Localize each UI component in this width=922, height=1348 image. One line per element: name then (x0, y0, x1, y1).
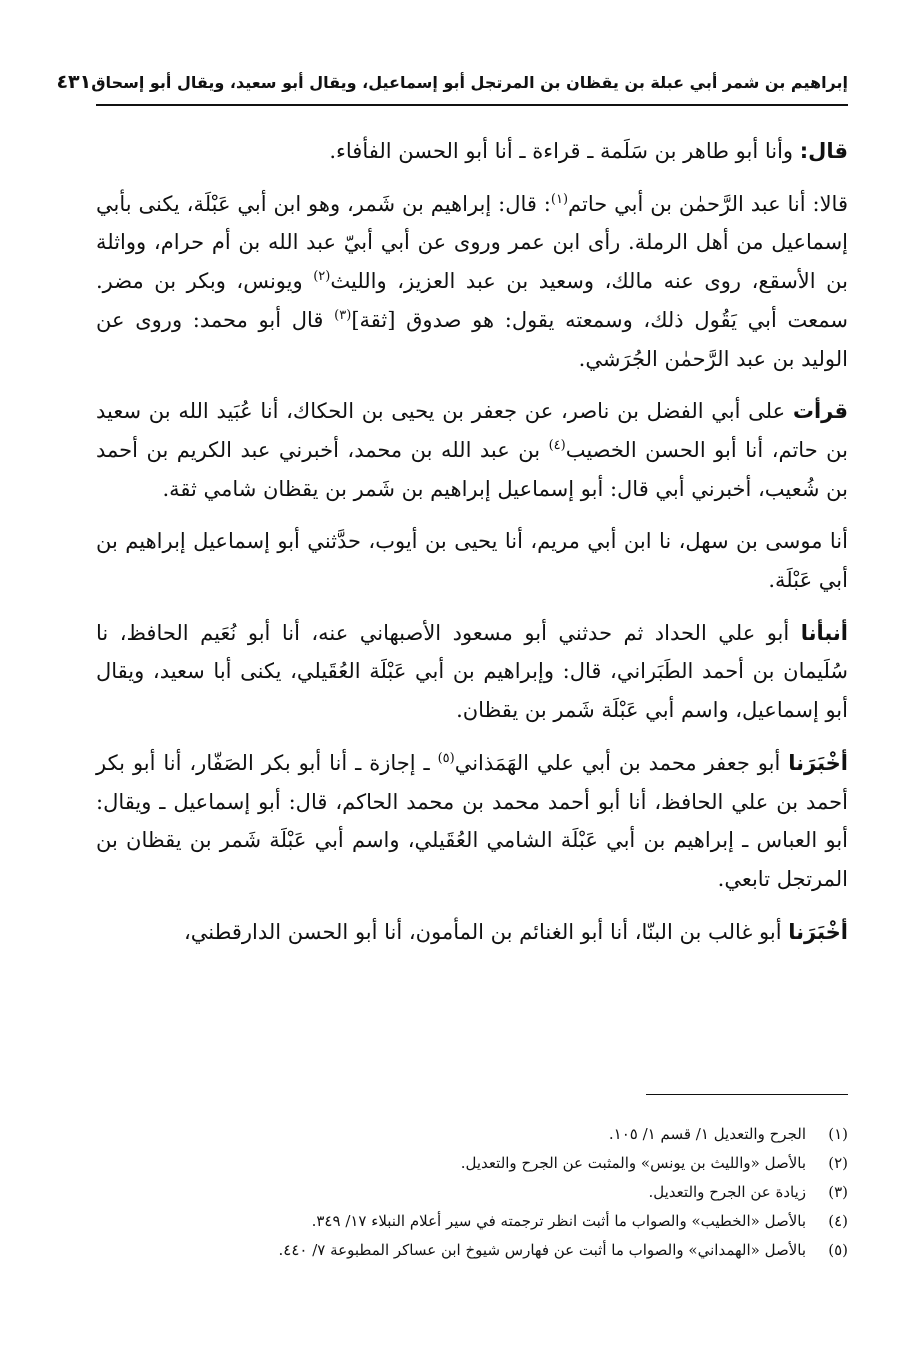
footnote-number: (٤) (828, 1212, 848, 1230)
paragraph-3 (96, 392, 848, 508)
paragraph-text: قال أبو محمد: وروى عن الوليد بن عبد الرَّحمٰن الجُرَشي. (96, 307, 848, 371)
footnote-number: (٢) (828, 1154, 848, 1172)
footnote-item (96, 1236, 848, 1265)
paragraph-1 (96, 132, 848, 171)
paragraph-lead: قرأت (792, 399, 848, 424)
footnote-text: بالأصل «الخطيب» والصواب ما أثبت انظر ترجمته في سير أعلام النبلاء ١٧/ ٣٤٩. (311, 1212, 806, 1230)
paragraph-text: ويونس، وبكر بن مضر. سمعت أبي يَقُول ذلك، وسمعته يقول: هو صدوق [ثقة] (96, 269, 848, 332)
footnote-text: بالأصل «الهمداني» والصواب ما أثبت عن فهارس شيوخ ابن عساكر المطبوعة ٧/ ٤٤٠. (278, 1241, 806, 1259)
paragraph-lead: قال: (799, 139, 848, 163)
header-rule (96, 104, 848, 106)
footnote-ref: (٣) (334, 307, 352, 323)
footnote-ref: (٥) (437, 750, 455, 766)
footnote-text: زيادة عن الجرح والتعديل. (648, 1183, 806, 1201)
paragraph-text: أبو غالب بن البنّا، أنا أبو الغنائم بن المأمون، أنا أبو الحسن الدارقطني، (183, 919, 789, 944)
page-number: ٤٣١ (56, 71, 92, 93)
paragraph-lead: أخْبَرَنا (788, 750, 848, 775)
paragraph-text: وأنا أبو طاهر بن سَلَمة ـ قراءة ـ أنا أبو الحسن الفأفاء. (329, 139, 800, 163)
running-header (56, 62, 848, 102)
paragraph-5 (96, 614, 848, 730)
paragraph-text: قالا: أنا عبد الرَّحمٰن بن أبي حاتم (568, 191, 848, 216)
paragraph-text: بن عبد الله بن محمد، أخبرني عبد الكريم بن أحمد بن شُعيب، أخبرني أبي قال: أبو إسماعيل إبراهيم بن شَمر بن يقظان شامي ثقة. (96, 437, 848, 501)
footnote-rule (646, 1094, 848, 1095)
footnote-item (96, 1120, 848, 1149)
footnote-item (96, 1149, 848, 1178)
footnote-number: (١) (828, 1125, 848, 1143)
paragraph-6 (96, 744, 848, 899)
footnote-number: (٣) (828, 1183, 848, 1201)
paragraph-text: أبو علي الحداد ثم حدثني أبو مسعود الأصبهاني عنه، أنا أبو نُعَيم الحافظ، نا سُلَيمان بن أحمد الطَبَراني، قال: وإبراهيم بن أبي عَبْلَة العُقَيلي، يكنى أبا سعيد، ويقال أبو إسماعيل، واسم أبي عَبْلَة شَمر بن يقظان. (96, 620, 848, 723)
paragraph-text: : قال: إبراهيم بن شَمر، وهو ابن أبي عَبْلَة، يكنى بأبي إسماعيل من أهل الرملة. رأى ابن عمر وروى عن أبي أبيّ عبد الله بن أم حرام، وواثلة بن الأسقع، روى عنه مالك، وسعيد بن عبد العزيز، والليث (96, 191, 849, 294)
footnote-ref: (٤) (548, 437, 566, 453)
main-text (96, 132, 848, 965)
paragraph-text: أبو جعفر محمد بن أبي علي الهَمَذاني (454, 750, 789, 775)
paragraph-text: على أبي الفضل بن ناصر، عن جعفر بن يحيى بن الحكاك، أنا عُبَيد الله بن سعيد بن حاتم، أنا أبو الحسن الخصيب (96, 399, 848, 462)
paragraph-2 (96, 185, 848, 379)
paragraph-lead: أنبأنا (800, 620, 848, 645)
paragraph-lead: أخْبَرَنا (788, 919, 848, 944)
footnote-number: (٥) (828, 1241, 848, 1259)
footnotes (96, 1120, 848, 1265)
running-title: إبراهيم بن شمر أبي عبلة بن يقظان بن المرتجل أبو إسماعيل، ويقال أبو سعيد، ويقال أبو إسحاق (91, 72, 848, 92)
paragraph-7 (96, 913, 848, 952)
footnote-text: الجرح والتعديل ١/ قسم ١/ ١٠٥. (608, 1125, 806, 1143)
footnote-ref: (١) (550, 191, 569, 207)
footnote-ref: (٢) (313, 269, 331, 285)
footnote-text: بالأصل «والليث بن يونس» والمثبت عن الجرح والتعديل. (460, 1154, 806, 1172)
paragraph-text: أنا موسى بن سهل، نا ابن أبي مريم، أنا يحيى بن أيوب، حدَّثني أبو إسماعيل إبراهيم بن أبي عَبْلَة. (96, 529, 848, 593)
paragraph-4 (96, 522, 848, 599)
paragraph-text: ـ إجازة ـ أنا أبو بكر الصَفّار، أنا أبو بكر أحمد بن علي الحافظ، أنا أبو أحمد محمد بن محمد الحاكم، قال: أبو إسماعيل ـ ويقال: أبو العباس ـ إبراهيم بن أبي عَبْلَة الشامي العُقَيلي، واسم أبي عَبْلَة شَمر بن يقظان بن المرتجل تابعي. (96, 750, 848, 891)
footnote-item (96, 1207, 848, 1236)
footnote-item (96, 1178, 848, 1207)
